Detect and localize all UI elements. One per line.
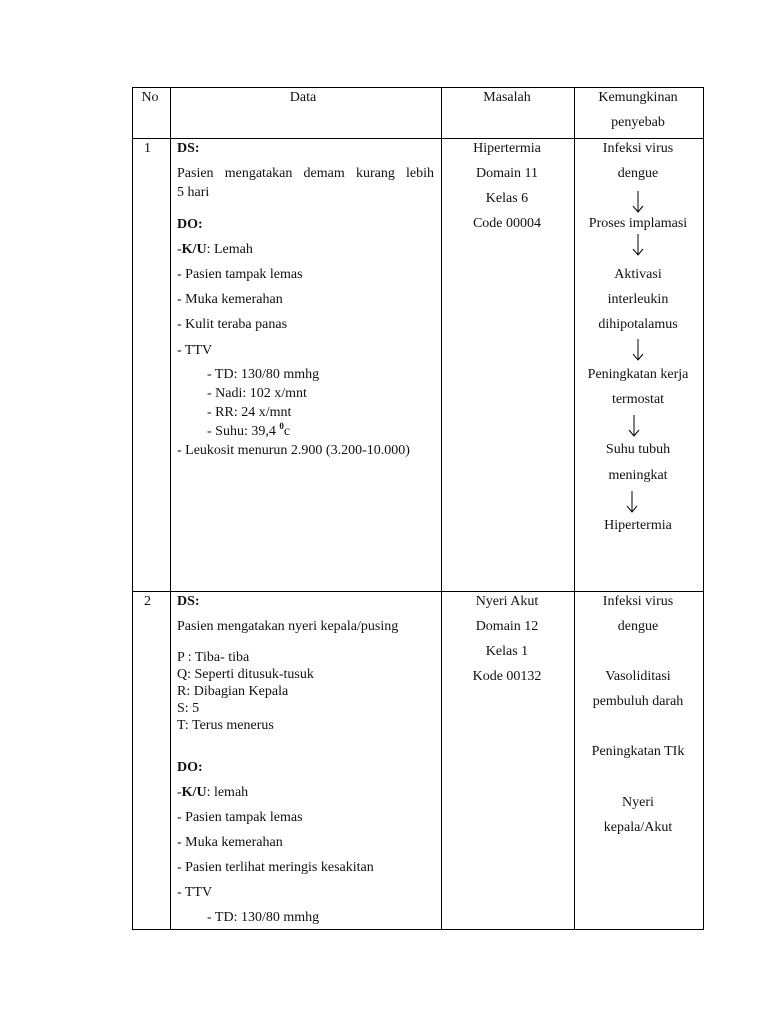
row2-ttv-td: - TD: 130/80 mmhg [207, 910, 320, 925]
row2-do-item: - Pasien terlihat meringis kesakitan [177, 860, 374, 875]
row2-penyebab-line: Vasoliditasi [605, 669, 671, 684]
header-penyebab-line2: penyebab [611, 115, 665, 130]
row1-ttv-nadi: - Nadi: 102 x/mnt [207, 386, 307, 401]
row1-penyebab-line: Peningkatan kerja [587, 367, 689, 382]
row2-do-item: - TTV [177, 885, 213, 900]
row1-ttv-suhu: - Suhu: 39,4 $^0$c [207, 421, 291, 439]
row1-penyebab-line: termostat [611, 392, 665, 407]
row2-no: 2 [144, 594, 151, 609]
row1-penyebab-line: Infeksi virus [602, 141, 674, 156]
row2-ku: -K/U: lemah [177, 785, 249, 800]
row2-masalah-line: Domain 12 [475, 619, 539, 634]
down-arrow-icon [630, 190, 646, 214]
row1-ttv-rr: - RR: 24 x/mnt [207, 405, 292, 420]
row1-masalah-line: Kelas 6 [485, 191, 529, 206]
row1-penyebab-line: Suhu tubuh [605, 442, 671, 457]
row2-ds-label: DS: [177, 594, 200, 609]
row2-penyebab-line: Infeksi virus [602, 594, 674, 609]
header-no: No [141, 90, 159, 105]
row1-masalah-line: Hipertermia [473, 141, 541, 156]
table-border-bottom [132, 929, 704, 930]
row2-pqrst: Q: Seperti ditusuk-tusuk [177, 667, 314, 682]
row2-penyebab-line: Peningkatan TIk [591, 744, 685, 759]
row1-ds-text: Pasien mengatakan demam kurang lebih [177, 166, 434, 181]
header-penyebab-line1: Kemungkinan [598, 90, 678, 105]
row1-do-label: DO: [177, 217, 203, 232]
table-row-divider [132, 591, 704, 592]
row1-ttv-td: - TD: 130/80 mmhg [207, 367, 320, 382]
table-header-divider [132, 138, 704, 139]
row1-penyebab-line: Hipertermia [604, 518, 672, 533]
row1-leukosit: - Leukosit menurun 2.900 (3.200-10.000) [177, 443, 410, 458]
row1-do-item: - Pasien tampak lemas [177, 267, 303, 282]
row2-penyebab-line: dengue [617, 619, 659, 634]
row1-no: 1 [144, 141, 151, 156]
table-divider-no [170, 87, 171, 930]
row2-masalah-line: Kode 00132 [472, 669, 542, 684]
row1-penyebab-line: Proses implamasi [588, 216, 688, 231]
row2-masalah-line: Nyeri Akut [475, 594, 539, 609]
table-divider-masalah [574, 87, 575, 930]
row2-pqrst: S: 5 [177, 701, 200, 716]
row2-pqrst: R: Dibagian Kepala [177, 684, 289, 699]
down-arrow-icon [624, 490, 640, 514]
row2-pqrst: T: Terus menerus [177, 718, 274, 733]
row1-penyebab-line: dengue [617, 166, 659, 181]
header-data: Data [289, 90, 317, 105]
row1-ku: -K/U: Lemah [177, 242, 253, 257]
row1-ds-text2: 5 hari [177, 185, 210, 200]
row2-pqrst: P : Tiba- tiba [177, 650, 250, 665]
table-border-top [132, 87, 704, 88]
row1-do-item: - TTV [177, 343, 213, 358]
row1-penyebab-line: interleukin [607, 292, 669, 307]
row2-do-label: DO: [177, 760, 203, 775]
row1-masalah-line: Code 00004 [472, 216, 542, 231]
row2-do-item: - Muka kemerahan [177, 835, 283, 850]
row2-penyebab-line: kepala/Akut [603, 820, 673, 835]
down-arrow-icon [626, 414, 642, 438]
row1-masalah-line: Domain 11 [475, 166, 539, 181]
down-arrow-icon [630, 338, 646, 362]
row2-do-item: - Pasien tampak lemas [177, 810, 303, 825]
row1-do-item: - Muka kemerahan [177, 292, 283, 307]
row1-ds-label: DS: [177, 141, 200, 156]
header-masalah: Masalah [483, 90, 531, 105]
row1-do-item: - Kulit teraba panas [177, 317, 288, 332]
row2-ds-text: Pasien mengatakan nyeri kepala/pusing [177, 619, 399, 634]
table-border-left [132, 87, 133, 930]
row1-penyebab-line: Aktivasi [614, 267, 662, 282]
row2-penyebab-line: pembuluh darah [592, 694, 684, 709]
table-border-right [703, 87, 704, 930]
row1-penyebab-line: dihipotalamus [598, 317, 678, 332]
table-divider-data [441, 87, 442, 930]
down-arrow-icon [630, 233, 646, 257]
row2-penyebab-line: Nyeri [622, 795, 654, 810]
row2-masalah-line: Kelas 1 [485, 644, 529, 659]
row1-penyebab-line: meningkat [608, 468, 668, 483]
